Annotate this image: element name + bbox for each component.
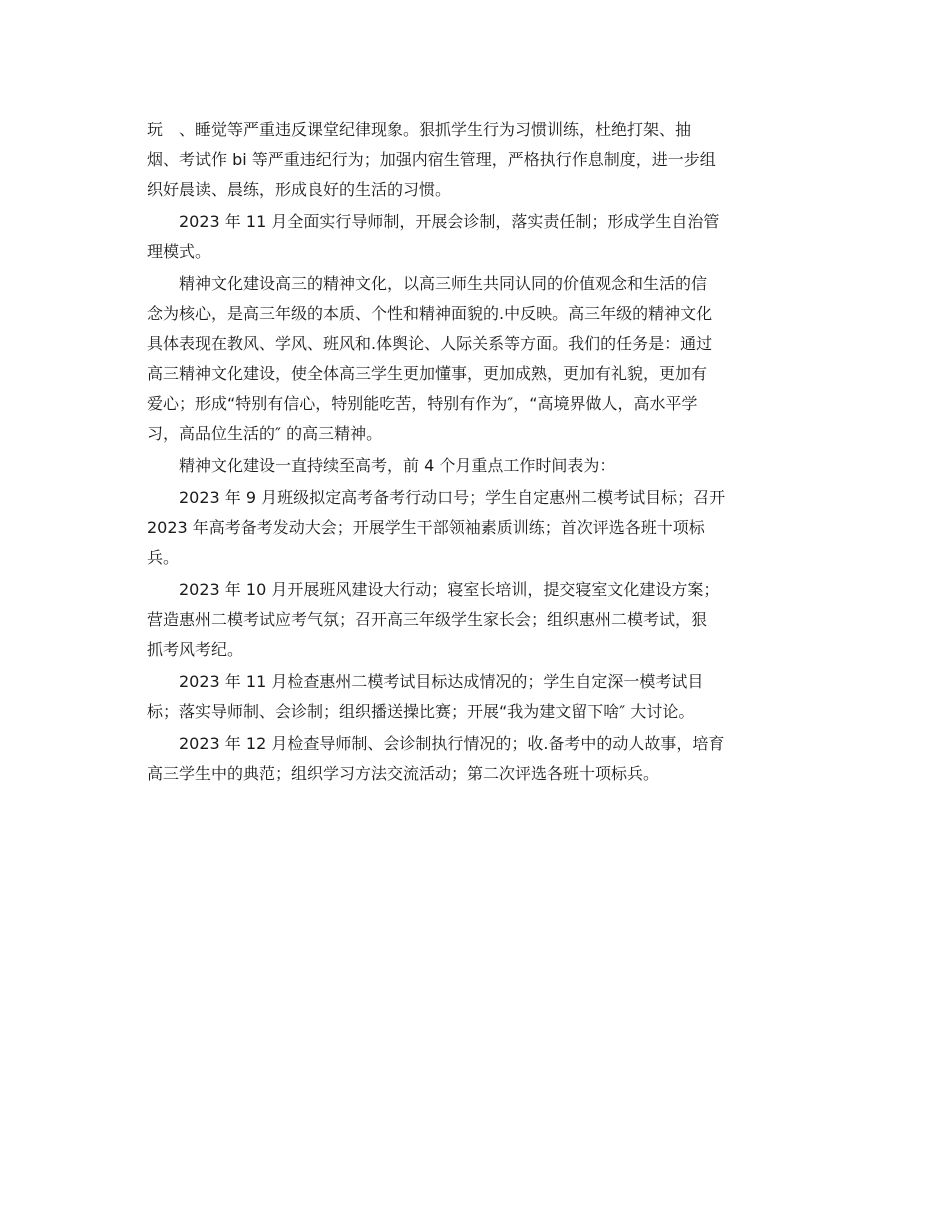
paragraph-line: 高三学生中的典范；组织学习方法交流活动；第二次评选各班十项标兵。 (147, 764, 660, 783)
paragraph-line: 织好晨读、晨练，形成良好的生活的习惯。 (147, 180, 452, 199)
paragraph-line: 精神文化建设一直持续至高考，前 4 个月重点工作时间表为： (147, 456, 616, 475)
paragraph-line: 理模式。 (147, 242, 212, 261)
paragraph (147, 483, 812, 573)
paragraph (147, 575, 812, 665)
paragraph-line: 烟、考试作 bi 等严重违纪行为；加强内宿生管理，严格执行作息制度，进一步组 (147, 150, 716, 169)
paragraph-line: 精神文化建设高三的精神文化，以高三师生共同认同的价值观念和生活的信 (147, 274, 708, 293)
paragraph-line: 2023 年 11 月全面实行导师制，开展会诊制，落实责任制；形成学生自治管 (147, 212, 720, 231)
paragraph-line: 2023 年 12 月检查导师制、会诊制执行情况的；收.备考中的动人故事，培育 (147, 734, 725, 753)
paragraph-line: 兵。 (147, 548, 180, 567)
paragraph (147, 451, 812, 481)
paragraph (147, 207, 812, 267)
paragraph (147, 667, 812, 727)
paragraph (147, 115, 812, 205)
paragraph-line: 2023 年 10 月开展班风建设大行动；寝室长培训，提交寝室文化建设方案； (147, 580, 720, 599)
paragraph-line: 2023 年高考备考发动大会；开展学生干部领袖素质训练；首次评选各班十项标 (147, 518, 705, 537)
paragraph-line: 2023 年 11 月检查惠州二模考试目标达成情况的；学生自定深一模考试目 (147, 672, 704, 691)
paragraph-line: 玩 、睡觉等严重违反课堂纪律现象。狠抓学生行为习惯训练，杜绝打架、抽 (147, 120, 692, 139)
paragraph-line: 具体表现在教风、学风、班风和.体舆论、人际关系等方面。我们的任务是：通过 (147, 334, 713, 353)
paragraph-line: 习，高品位生活的″ 的高三精神。 (147, 424, 383, 443)
paragraph-line: 营造惠州二模考试应考气氛；召开高三年级学生家长会；组织惠州二模考试，狠 (147, 610, 708, 629)
paragraph (147, 269, 812, 449)
paragraph (147, 729, 812, 789)
paragraph-line: 抓考风考纪。 (147, 640, 244, 659)
paragraph-line: 爱心；形成“特别有信心，特别能吃苦，特别有作为″，“高境界做人，高水平学 (147, 394, 698, 413)
paragraph-line: 念为核心，是高三年级的本质、个性和精神面貌的.中反映。高三年级的精神文化 (147, 304, 713, 323)
paragraph-line: 高三精神文化建设，使全体高三学生更加懂事，更加成熟，更加有礼貌，更加有 (147, 364, 708, 383)
paragraph-line: 2023 年 9 月班级拟定高考备考行动口号；学生自定惠州二模考试目标；召开 (147, 488, 726, 507)
paragraph-line: 标；落实导师制、会诊制；组织播送操比赛；开展“我为建文留下啥″ 大讨论。 (147, 702, 695, 721)
document-body (147, 115, 812, 789)
